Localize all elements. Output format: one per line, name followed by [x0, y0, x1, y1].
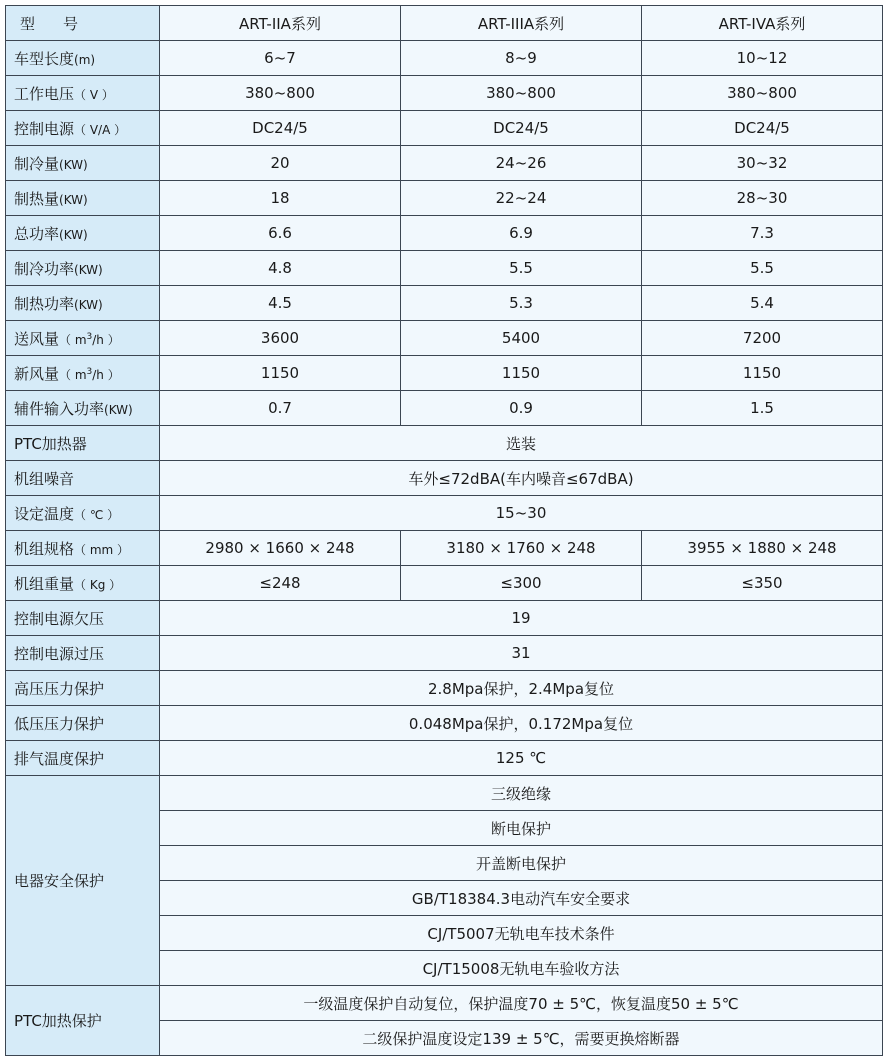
table-cell: 31	[160, 636, 883, 671]
row-unit: （ ℃ ）	[74, 507, 120, 522]
header-label-part2: 号	[63, 14, 79, 33]
table-cell: GB/T18384.3电动汽车安全要求	[160, 881, 883, 916]
row-unit: (KW)	[104, 402, 133, 417]
table-cell: ≤350	[642, 566, 883, 601]
table-row	[6, 601, 883, 636]
row-label: 低压压力保护	[6, 706, 160, 741]
table-row	[6, 41, 883, 76]
table-row	[6, 776, 883, 811]
table-cell: 125 ℃	[160, 741, 883, 776]
row-label	[6, 496, 160, 531]
table-row	[6, 181, 883, 216]
row-name: 制热功率	[14, 294, 75, 313]
table-row	[6, 76, 883, 111]
table-cell: DC24/5	[401, 111, 642, 146]
table-cell: 380~800	[401, 76, 642, 111]
table-cell: 4.5	[160, 286, 401, 321]
row-label	[6, 531, 160, 566]
table-cell: 一级温度保护自动复位，保护温度70 ± 5℃，恢复温度50 ± 5℃	[160, 986, 883, 1021]
table-cell: 5.4	[642, 286, 883, 321]
table-cell: 2.8Mpa保护，2.4Mpa复位	[160, 671, 883, 706]
table-cell: 4.8	[160, 251, 401, 286]
header-label-part1: 型	[20, 14, 36, 33]
table-cell: 二级保护温度设定139 ± 5℃，需要更换熔断器	[160, 1021, 883, 1056]
row-label: PTC加热器	[6, 426, 160, 461]
row-name: 总功率	[14, 224, 60, 243]
row-name: 工作电压	[14, 84, 75, 103]
table-row	[6, 671, 883, 706]
table-row	[6, 391, 883, 426]
table-cell: 开盖断电保护	[160, 846, 883, 881]
row-unit: (KW)	[59, 227, 88, 242]
table-cell: 1150	[642, 356, 883, 391]
row-unit: （ V ）	[74, 87, 114, 102]
row-label: 控制电源过压	[6, 636, 160, 671]
table-cell: 5.5	[642, 251, 883, 286]
table-row	[6, 461, 883, 496]
row-label: PTC加热保护	[6, 986, 160, 1056]
model-header: ART-IVA系列	[642, 6, 883, 41]
table-cell: 3180 × 1760 × 248	[401, 531, 642, 566]
row-unit: (KW)	[59, 157, 88, 172]
table-row	[6, 566, 883, 601]
unit-superscript: 3	[86, 366, 93, 377]
row-unit: (KW)	[74, 262, 103, 277]
row-name: 制冷量	[14, 154, 60, 173]
table-cell: 6.9	[401, 216, 642, 251]
header-row	[6, 6, 883, 41]
unit-superscript: 3	[86, 331, 93, 342]
table-cell: 30~32	[642, 146, 883, 181]
row-name: 机组重量	[14, 574, 75, 593]
row-label	[6, 286, 160, 321]
row-label	[6, 111, 160, 146]
table-row	[6, 146, 883, 181]
table-cell: 2980 × 1660 × 248	[160, 531, 401, 566]
row-label	[6, 356, 160, 391]
table-cell: 6.6	[160, 216, 401, 251]
row-unit	[59, 333, 120, 347]
table-row	[6, 986, 883, 1021]
unit-part: （ m	[59, 332, 87, 347]
table-row	[6, 706, 883, 741]
row-unit	[59, 368, 120, 382]
table-row	[6, 251, 883, 286]
table-cell: 380~800	[642, 76, 883, 111]
unit-part: /h ）	[92, 367, 120, 382]
row-label	[6, 391, 160, 426]
table-row	[6, 286, 883, 321]
table-cell: 5.3	[401, 286, 642, 321]
model-header: ART-IIA系列	[160, 6, 401, 41]
table-cell: DC24/5	[642, 111, 883, 146]
row-name: 辅件输入功率	[14, 399, 105, 418]
table-cell: CJ/T15008无轨电车验收方法	[160, 951, 883, 986]
row-label	[6, 321, 160, 356]
table-cell: DC24/5	[160, 111, 401, 146]
table-row	[6, 111, 883, 146]
table-cell: 0.048Mpa保护，0.172Mpa复位	[160, 706, 883, 741]
row-name: 机组规格	[14, 539, 75, 558]
row-unit: (KW)	[59, 192, 88, 207]
row-name: 设定温度	[14, 504, 75, 523]
table-cell: 5.5	[401, 251, 642, 286]
row-unit: （ Kg ）	[74, 577, 122, 592]
table-cell: 18	[160, 181, 401, 216]
table-row	[6, 321, 883, 356]
row-label: 电器安全保护	[6, 776, 160, 986]
table-cell: ≤300	[401, 566, 642, 601]
row-label: 排气温度保护	[6, 741, 160, 776]
table-cell: 3955 × 1880 × 248	[642, 531, 883, 566]
table-cell: 19	[160, 601, 883, 636]
table-cell: 22~24	[401, 181, 642, 216]
table-row	[6, 426, 883, 461]
table-row	[6, 356, 883, 391]
table-cell: 3600	[160, 321, 401, 356]
table-cell: 1150	[160, 356, 401, 391]
table-row	[6, 531, 883, 566]
table-cell: 8~9	[401, 41, 642, 76]
table-cell: 车外≤72dBA(车内噪音≤67dBA)	[160, 461, 883, 496]
row-name: 制冷功率	[14, 259, 75, 278]
row-label	[6, 76, 160, 111]
row-unit: (KW)	[74, 297, 103, 312]
table-cell: 三级绝缘	[160, 776, 883, 811]
table-cell: ≤248	[160, 566, 401, 601]
row-unit: （ V/A ）	[74, 122, 127, 137]
row-name: 制热量	[14, 189, 60, 208]
row-label	[6, 251, 160, 286]
table-row	[6, 496, 883, 531]
row-label: 高压压力保护	[6, 671, 160, 706]
row-label	[6, 146, 160, 181]
table-cell: 1.5	[642, 391, 883, 426]
spec-table	[5, 5, 883, 1056]
table-cell: 28~30	[642, 181, 883, 216]
table-cell: 7200	[642, 321, 883, 356]
table-cell: CJ/T5007无轨电车技术条件	[160, 916, 883, 951]
table-cell: 7.3	[642, 216, 883, 251]
row-label	[6, 566, 160, 601]
row-label	[6, 216, 160, 251]
table-cell: 20	[160, 146, 401, 181]
row-name: 新风量	[14, 364, 60, 383]
table-cell: 15~30	[160, 496, 883, 531]
row-name: 车型长度	[14, 49, 75, 68]
table-cell: 0.9	[401, 391, 642, 426]
unit-part: /h ）	[92, 332, 120, 347]
table-row	[6, 636, 883, 671]
table-cell: 选装	[160, 426, 883, 461]
header-label	[6, 6, 160, 41]
table-row	[6, 216, 883, 251]
table-cell: 0.7	[160, 391, 401, 426]
table-cell: 5400	[401, 321, 642, 356]
model-header: ART-IIIA系列	[401, 6, 642, 41]
row-label: 机组噪音	[6, 461, 160, 496]
table-row	[6, 741, 883, 776]
row-name: 控制电源	[14, 119, 75, 138]
row-label: 控制电源欠压	[6, 601, 160, 636]
table-cell: 10~12	[642, 41, 883, 76]
row-unit: (m)	[74, 52, 96, 67]
row-label	[6, 41, 160, 76]
row-name: 送风量	[14, 329, 60, 348]
table-cell: 1150	[401, 356, 642, 391]
row-label	[6, 181, 160, 216]
table-cell: 6~7	[160, 41, 401, 76]
table-cell: 断电保护	[160, 811, 883, 846]
table-cell: 380~800	[160, 76, 401, 111]
table-cell: 24~26	[401, 146, 642, 181]
row-unit: （ mm ）	[74, 542, 130, 557]
unit-part: （ m	[59, 367, 87, 382]
